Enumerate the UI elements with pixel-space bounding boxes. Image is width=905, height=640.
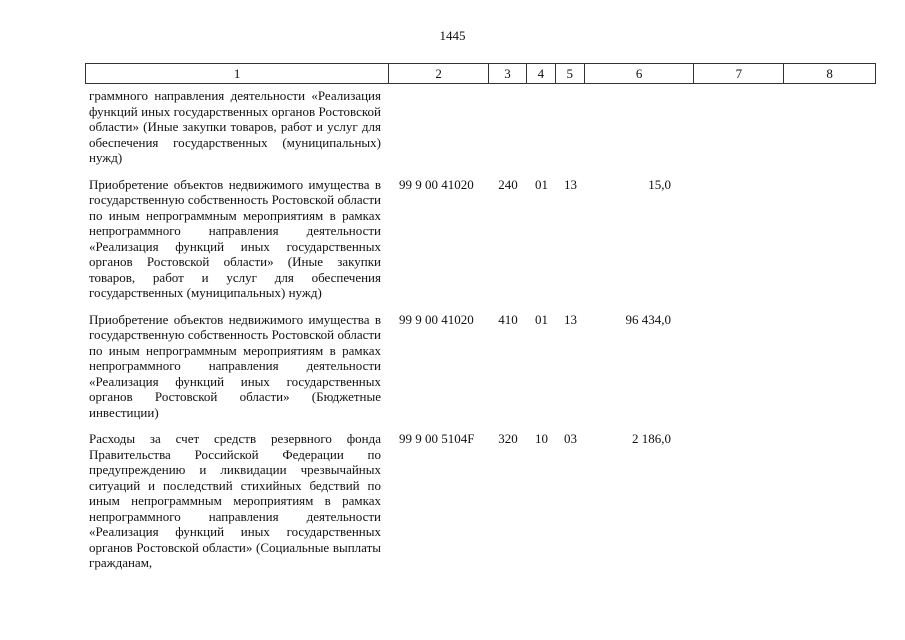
table-body xyxy=(85,88,876,582)
row-pr: 13 xyxy=(564,311,577,327)
row-description: Приобретение объектов недвижимого имущества в государственную собственность Ростовской области по иным непрограммным мероприятиям в рамках непрограммного направления деятельности «Реализация функций иных государственных органов Ростовской области» (Иные закупки товаров, работ и услуг для обеспечения государственных (муниципальных) нужд) xyxy=(89,176,381,300)
row-col-8 xyxy=(785,312,876,421)
page-number: 1445 xyxy=(439,28,466,43)
row-vr: 240 xyxy=(498,176,518,192)
row-pr: 03 xyxy=(564,431,577,446)
header-col-2: 2 xyxy=(389,64,489,83)
table-header xyxy=(85,63,876,84)
row-description: Расходы за счет средств резервного фонда Правительства Российской Федерации по предупреждению и ликвидации чрезвычайных ситуаций и последствий стихийных бедствий по иным непрограммным мероприятиям в рамках непрограммного направления деятельности «Реализация функций иных государственных органов Ростовской области» (Социальные выплаты гражданам, xyxy=(89,431,381,570)
row-pr xyxy=(556,88,585,166)
header-col-1: 1 xyxy=(86,64,389,83)
table-row xyxy=(85,88,876,166)
row-sum: 15,0 xyxy=(648,176,671,192)
header-col-3: 3 xyxy=(489,64,527,83)
row-col-8 xyxy=(785,177,876,301)
row-vr: 410 xyxy=(498,311,518,327)
row-col-8 xyxy=(785,431,876,571)
header-col-4: 4 xyxy=(527,64,556,83)
row-rz: 01 xyxy=(535,311,548,327)
row-code: 99 9 00 41020 xyxy=(399,176,474,192)
row-sum xyxy=(585,88,695,166)
row-rz: 01 xyxy=(535,176,548,192)
row-sum: 96 434,0 xyxy=(625,311,671,327)
table-row xyxy=(85,177,876,301)
header-col-5: 5 xyxy=(556,64,585,83)
row-rz: 10 xyxy=(535,431,548,446)
row-code: 99 9 00 41020 xyxy=(399,311,474,327)
row-vr: 320 xyxy=(498,431,518,446)
row-vr xyxy=(489,88,527,166)
row-col-7 xyxy=(695,88,785,166)
row-description: граммного направления деятельности «Реализация функций иных государственных органов Ростовской области» (Иные закупки товаров, работ и услуг для обеспечения государственных (муниципальных) нужд) xyxy=(89,88,381,165)
row-code xyxy=(389,88,489,166)
row-rz xyxy=(527,88,556,166)
row-pr: 13 xyxy=(564,176,577,192)
header-col-7: 7 xyxy=(694,64,784,83)
row-col-7 xyxy=(695,312,785,421)
row-col-7 xyxy=(695,177,785,301)
row-code: 99 9 00 5104F xyxy=(399,431,475,446)
row-sum: 2 186,0 xyxy=(632,431,671,446)
row-description: Приобретение объектов недвижимого имущества в государственную собственность Ростовской области по иным непрограммным мероприятиям в рамках непрограммного направления деятельности «Реализация функций иных государственных органов Ростовской области» (Бюджетные инвестиции) xyxy=(89,311,381,420)
table-row xyxy=(85,431,876,571)
row-col-7 xyxy=(695,431,785,571)
table-row xyxy=(85,312,876,421)
header-col-6: 6 xyxy=(585,64,695,83)
header-col-8: 8 xyxy=(826,65,833,81)
row-col-8 xyxy=(785,88,876,166)
